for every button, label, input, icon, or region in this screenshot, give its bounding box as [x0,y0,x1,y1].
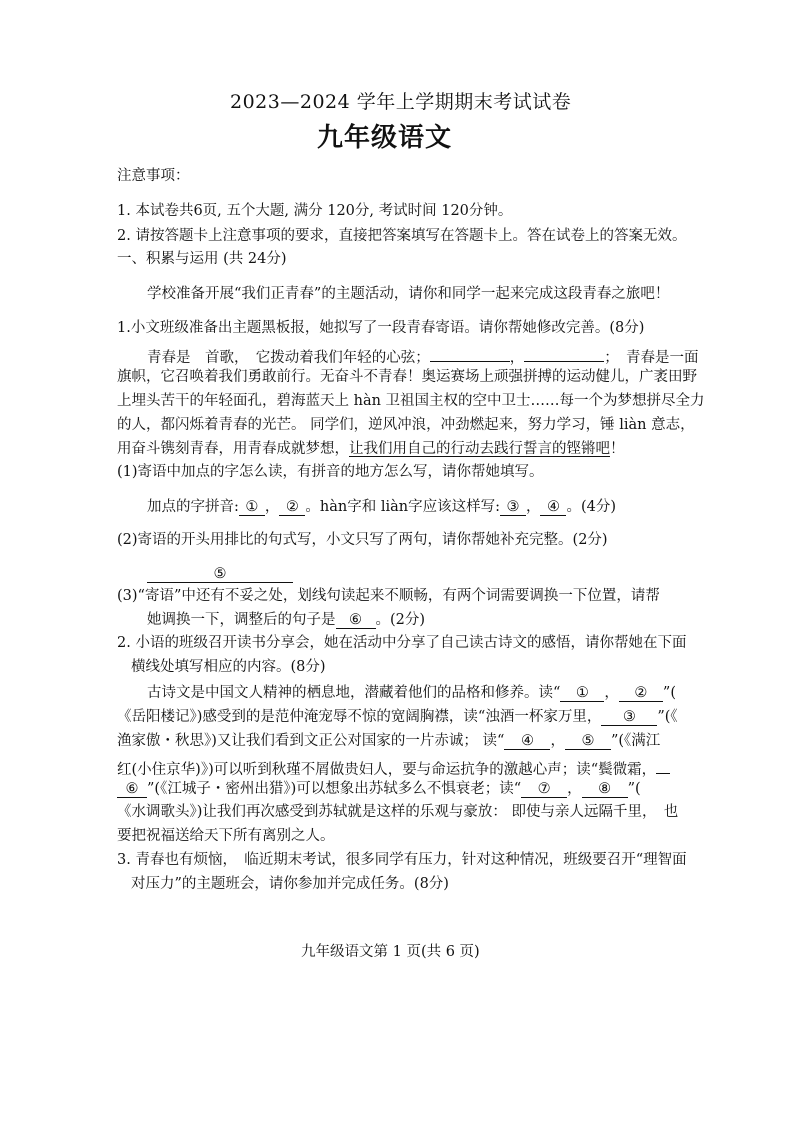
question-text: ”(《 [657,709,678,725]
answer-blank-3[interactable]: ③ [500,499,526,516]
answer-blank-2[interactable]: ② [279,499,305,516]
poem-blank-8[interactable]: ⑧ [582,781,628,798]
question-3-line-2: 对压力”的主题班会，请你参加并完成任务。(8分) [131,876,449,892]
subquestion-2: (2)寄语的开头用排比的句式写，小文只写了两句，请你帮她补充完整。(2分) [117,532,608,548]
passage-line-5 [117,442,625,457]
passage-text: ！ [610,441,625,457]
question-3-line-1: 3. 青春也有烦恼， 临近期末考试，很多同学有压力，针对这种情况，班级要召开“理智面 [117,852,687,868]
answer-blank-1[interactable]: ① [239,499,265,516]
question-2-line-5 [117,733,660,750]
question-2-line-2: 横线处填写相应的内容。(8分) [131,659,326,675]
answer-blank-4[interactable]: ④ [540,499,566,516]
question-text: 《岳阳楼记》)感受到的是范仲淹宠辱不惊的宽阔胸襟，读“浊酒一杯家万里， [117,709,602,725]
passage-text: ， [509,350,525,366]
answer-blank[interactable] [524,345,604,362]
question-2-line-6 [117,757,670,778]
question-2-line-1: 2. 小语的班级召开读书分享会，她在活动中分享了自己读古诗文的感悟，请你帮她在下面 [117,635,687,651]
section-intro: 学校准备开展“我们正青春”的主题活动，请你和同学一起来完成这段青春之旅吧！ [147,286,670,302]
question-text: 她调换一下，调整后的句子是 [147,612,336,628]
question-text: 古诗文是中国文人精神的栖息地，潜藏着他们的品格和修养。读“ [147,685,561,701]
passage-line-3: 上埋头苦干的年轻面孔，碧海蓝天上 hàn 卫祖国主权的空中卫士……每一个为梦想拼尽全力 [117,393,705,409]
poem-blank-4[interactable]: ④ [504,733,550,750]
subquestion-1-answer-line [147,499,616,516]
question-text: 渔家傲・秋思》)又让我们看到文正公对国家的一片赤诚； 读“ [117,733,505,749]
passage-line-1 [147,345,699,366]
question-2-line-3 [147,685,676,702]
poem-blank-3[interactable]: ③ [601,709,657,726]
question-text: ”( [662,685,676,701]
passage-text: 青春是 首歌， 它拨动着我们年轻的心弦； [147,350,430,366]
passage-text: ； 青春是一面 [604,350,699,366]
points-label: 。(4分) [566,499,617,515]
question-text: 红(小住京华)》)可以听到秋瑾不屑做贵妇人，要与命运抗争的激越心声；读“鬓微霜， [117,762,657,778]
subquestion-2-answer-line [147,566,293,583]
separator: ， [525,499,541,515]
question-2-line-4 [117,709,678,726]
notes-heading: 注意事项： [117,168,190,184]
notes-item-2: 2. 请按答题卡上注意事项的要求，直接把答案填写在答题卡上。答在试卷上的答案无效。 [117,228,687,244]
passage-text: 用奋斗镌刻青春，用青春成就梦想， [117,441,349,457]
passage-line-4: 的人，都闪烁着青春的光芒。 同学们，逆风冲浪，冲劲燃起来，努力学习，锤 liàn 意志， [117,417,695,433]
page-footer: 九年级语文第 1 页(共 6 页) [301,944,480,960]
answer-label: 加点的字拼音: [147,499,239,515]
section-heading: 一、积累与运用 (共 24分) [117,251,287,267]
separator: ， [604,685,619,701]
poem-blank-7[interactable]: ⑦ [521,781,567,798]
underlined-sentence: 让我们用自己的行动去践行誓言的铿锵吧 [349,441,610,457]
passage-line-2: 旗帜，它召唤着我们勇敢前行。无奋斗不青春！奥运赛场上顽强拼搏的运动健儿，广袤田野 [117,369,697,385]
answer-blank-5[interactable]: ⑤ [147,566,293,583]
question-text: ”( [627,781,641,797]
answer-label: 。hàn字和 liàn字应该这样写: [305,499,500,515]
points-label: 。(2分) [375,612,426,628]
separator: ， [550,733,565,749]
question-1-stem: 1.小文班级准备出主题黑板报，她拟写了一段青春寄语。请你帮她修改完善。(8分) [117,320,645,336]
question-2-line-7 [117,781,641,798]
subquestion-3-line-2 [147,612,425,629]
separator: ， [264,499,280,515]
question-text: ”(《江城子・密州出猎》)可以想象出苏轼多么不惧衰老；读“ [147,781,522,797]
question-2-line-8: 《水调歌头》)让我们再次感受到苏轼就是这样的乐观与豪放： 即使与亲人远隔千里， 也 [117,804,679,820]
answer-blank[interactable] [430,345,510,362]
poem-blank-5[interactable]: ⑤ [565,733,611,750]
question-2-line-9: 要把祝福送给天下所有离别之人。 [117,828,335,844]
poem-blank-6[interactable]: ⑥ [117,781,147,798]
exam-subject: 九年级语文 [317,123,453,153]
question-text: ”(《满江 [610,733,661,749]
subquestion-3-line-1: (3)“寄语”中还有不妥之处，划线句读起来不顺畅，有两个词需要调换一下位置，请帮 [117,588,660,604]
poem-blank-2[interactable]: ② [619,685,663,702]
answer-blank-6[interactable]: ⑥ [336,612,376,629]
subquestion-1: (1)寄语中加点的字怎么读，有拼音的地方怎么写，请你帮她填写。 [117,464,544,480]
poem-blank-1[interactable]: ① [560,685,604,702]
notes-item-1: 1. 本试卷共6页, 五个大题, 满分 120分, 考试时间 120分钟。 [117,203,513,219]
exam-title: 2023—2024 学年上学期期末考试试卷 [230,91,572,113]
poem-blank-6-start[interactable] [656,757,670,774]
separator: ， [567,781,582,797]
